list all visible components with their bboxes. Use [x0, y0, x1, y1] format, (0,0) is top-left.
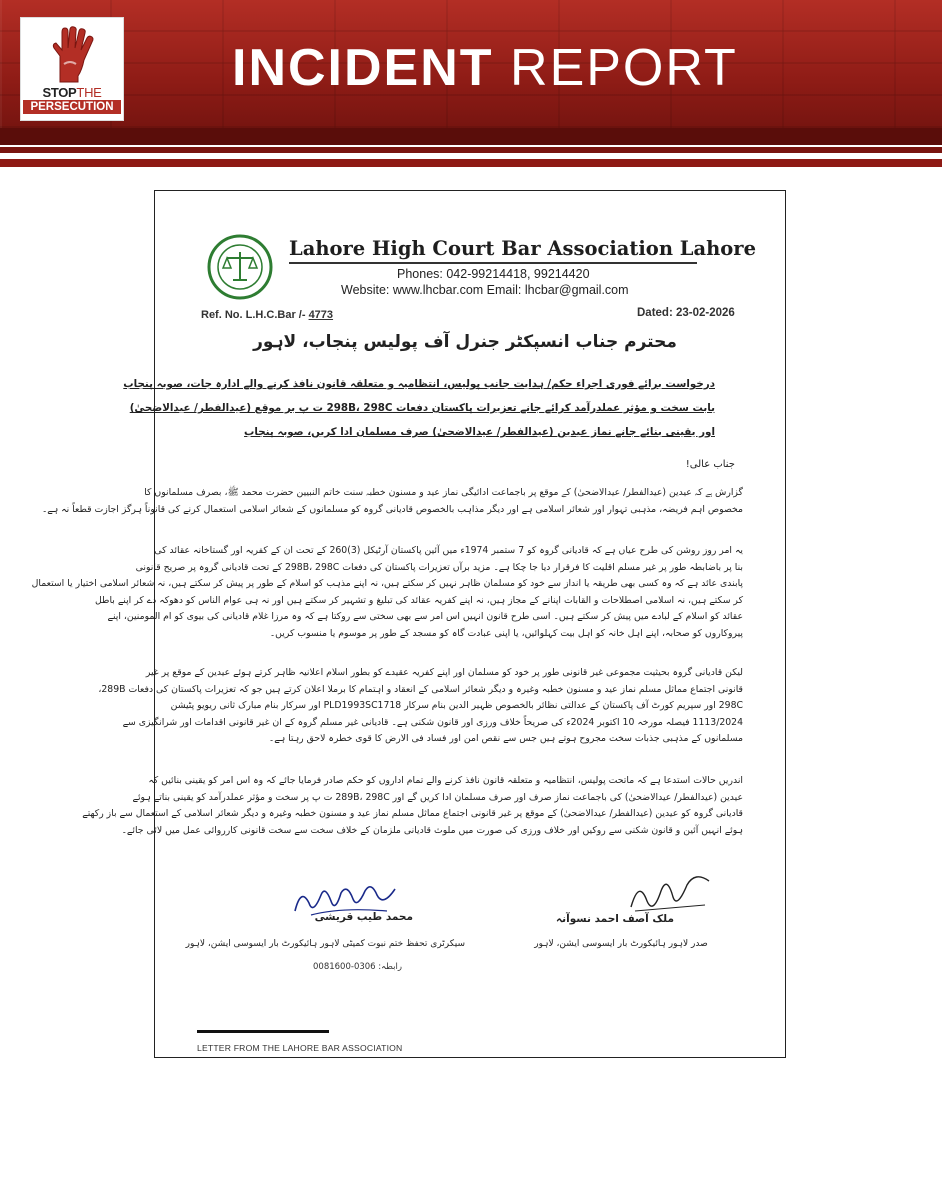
page-title: INCIDENT REPORT [232, 39, 738, 97]
addressee: محترم جناب انسپکٹر جنرل آف پولیس پنجاب، لاہور [253, 332, 677, 352]
body-paragraph-4: اندریں حالات استدعا ہے کہ ماتحت پولیس، انتظامیہ و متعلقہ قانون نافذ کرنے والے تمام اداروں کو حکم صادر فرمایا جائے کہ وہ اس امر کو یقینی بنائیں کہ عیدین (عیدالفطر/ عیدالاضحیٰ) کی باجماعت نماز صرف اور صرف مسلمان ادا کریں گے اور 289B، 298C ت پ پر سخت و مؤثر عملدرآمد کو یقینی بناتے ہوئے قادیانی گروہ کو عیدین (عیدالفطر/ عیدالاضحیٰ) کے موقع پر غیر قانونی اجتماع مماثل مسلم نماز عید و مسنون خطبہ وغیرہ و دیگر شعائر اسلامی کے استعمال سے باز رکھتے ہوئے انہیں آئین و قانون شکنی سے روکیں اور خلاف ورزی کی صورت میں ملوث قادیانی ملزمان کے خلاف سخت سے سخت قانونی کارروائی عمل میں لائی جائے۔ [82, 775, 743, 836]
logo-line2: PERSECUTION [23, 100, 121, 114]
letterhead-phones: Phones: 042-99214418, 99214420 [397, 267, 590, 281]
signatory-right-name: ملک آصف احمد نسوآنہ [556, 913, 674, 925]
signatory-right-title: صدر لاہور ہائیکورٹ بار ایسوسی ایشن، لاہور [534, 939, 708, 949]
banner-bottom-band [0, 128, 942, 145]
reference-number: Ref. No. L.H.C.Bar /- 4773 [201, 309, 334, 321]
signatory-left-title: سیکرٹری تحفظ ختم نبوت کمیٹی لاہور ہائیکورٹ بار ایسوسی ایشن، لاہور [185, 939, 465, 949]
subject-line: درخواست برائے فوری اجراء حکم/ ہدایت جانب پولیس، انتظامیہ و متعلقہ قانون نافذ کرنے والے ادارہ جات، صوبہ پنجاب [123, 378, 715, 390]
salutation: جناب عالی! [685, 459, 735, 470]
signatory-left-contact: رابطہ: 0306-0081600 [313, 962, 402, 972]
letterhead-rule [289, 262, 697, 264]
logo-line1: STOPTHE [42, 85, 102, 100]
body-paragraph-3: لیکن قادیانی گروہ بحیثیت مجموعی غیر قانونی طور پر خود کو مسلمان اور اپنے کفریہ عقیدے کو بطور اسلام اعلانیہ ظاہر کرتے ہوئے عیدین کے موقع پر غیر قانونی اجتماع مماثل مسلم نماز عید و مسنون خطبہ وغیرہ و دیگر شعائر اسلامی کے انعقاد و اہتمام کا برملا اعلان کرتے ہیں جو کہ تعزیرات پاکستان کی دفعات 289B، 298C اور سپریم کورٹ آف پاکستان کے عدالتی نظائر بالخصوص ظہیر الدین بنام سرکار PLD1993SC1718 اور سرکار بنام مبارک ثانی ریویو پٹیشن 1113/2024 فیصلہ مورخہ 10 اکتوبر 2024ء کی صریحاً خلاف ورزی اور قانون شکنی ہے۔ قادیانی غیر مسلم گروہ کے ان غیر قانونی اقدامات اور شرانگیزی سے مسلمانوں کے مذہبی جذبات سخت مجروح ہوتے ہیں جس سے نقص امن اور فساد فی الارض کا قوی خطرہ لاحق رہتا ہے۔ [98, 667, 743, 744]
scales-of-justice-seal-icon [207, 234, 273, 300]
letter-document [31, 190, 786, 1058]
header-banner [0, 0, 942, 145]
subject-line: اور یقینی بنائے جانے نماز عیدین (عیدالفطر/ عیدالاضحیٰ) صرف مسلمان ادا کریں، صوبہ پنجاب [244, 426, 715, 438]
signatory-left-name: محمد طیب قریشی [314, 911, 413, 923]
caption-rule [197, 1030, 329, 1033]
body-paragraph-2: یہ امر روز روشن کی طرح عیاں ہے کہ قادیانی گروہ کو 7 ستمبر 1974ء میں آئین پاکستان آرٹیکل (3)260 کے تحت ان کے کفریہ اور گستاخانہ عقائد کی بنا پر باضابطہ طور پر غیر مسلم اقلیت کا فرقرار دیا جا چکا ہے۔ مزید برآں تعزیرات پاکستان کی دفعات 298B، 298C کے تحت قادیانی گروہ پر صریح قانونی پابندی عائد ہے کہ وہ کسی بھی طریقہ یا انداز سے خود کو مسلمان ظاہر نہیں کر سکتے ہیں، نہ اپنے مذہب کو اسلام کے طور پر پیش کر سکتے ہیں، نہ شعائر اسلامی اختیار یا استعمال کر سکتے ہیں، نہ اسلامی اصطلاحات و القابات اپنانے کے مجاز ہیں، نہ اپنے کفریہ عقائد کی تبلیغ و تشہیر کر سکتے ہیں اور نہ ہی عوام الناس کو دھوکہ دے کر اپنے باطل عقائد کو اسلام کے لبادے میں پیش کر سکتے ہیں۔ اسی طرح قانون انہیں اس امر سے بھی سختی سے روکتا ہے کہ وہ مرزا غلام قادیانی کی بیوی کو ام المومنین، اپنے پیروکاروں کو صحابہ، اپنے اہل خانہ کو اہل بیت کہلوائیں، یا اپنی عبادت گاہ کو مسجد کے طور پر موسوم یا منسوب کریں۔ [31, 545, 743, 639]
subject-line: بابت سخت و مؤثر عملدرآمد کرائے جانے تعزیرات پاکستان دفعات 298B، 298C ت پ بر موقع (عیدالفطر/ عیدالاضحیٰ) [129, 402, 715, 414]
document-caption: LETTER FROM THE LAHORE BAR ASSOCIATION [197, 1043, 403, 1053]
body-paragraph-1: گزارش ہے کہ عیدین (عیدالفطر/ عیدالاضحیٰ) کے موقع پر باجماعت ادائیگی نماز عید و مسنون خطبہ سنت خاتم النبیین حضرت محمد ﷺ، بصرف مسلمانوں کا مخصوص اہم فریضہ، مذہبی تہوار اور شعائر اسلامی ہے اور دیگر مذاہب بالخصوص قادیانی گروہ کو مسلمانوں کے شعائر اسلامی استعمال کرنے کی قانوناً ہرگز اجازت قطعاً نہ ہے۔ [41, 487, 743, 515]
signature-scribble-right [625, 871, 715, 917]
letter-date: Dated: 23-02-2026 [637, 307, 735, 319]
stop-the-persecution-logo [20, 17, 124, 121]
letterhead-website-email: Website: www.lhcbar.com Email: lhcbar@gmail.com [341, 283, 629, 297]
letterhead-org-name: Lahore High Court Bar Association Lahore [289, 237, 756, 260]
raised-hand-icon [46, 26, 96, 84]
banner-stripes [0, 145, 942, 170]
